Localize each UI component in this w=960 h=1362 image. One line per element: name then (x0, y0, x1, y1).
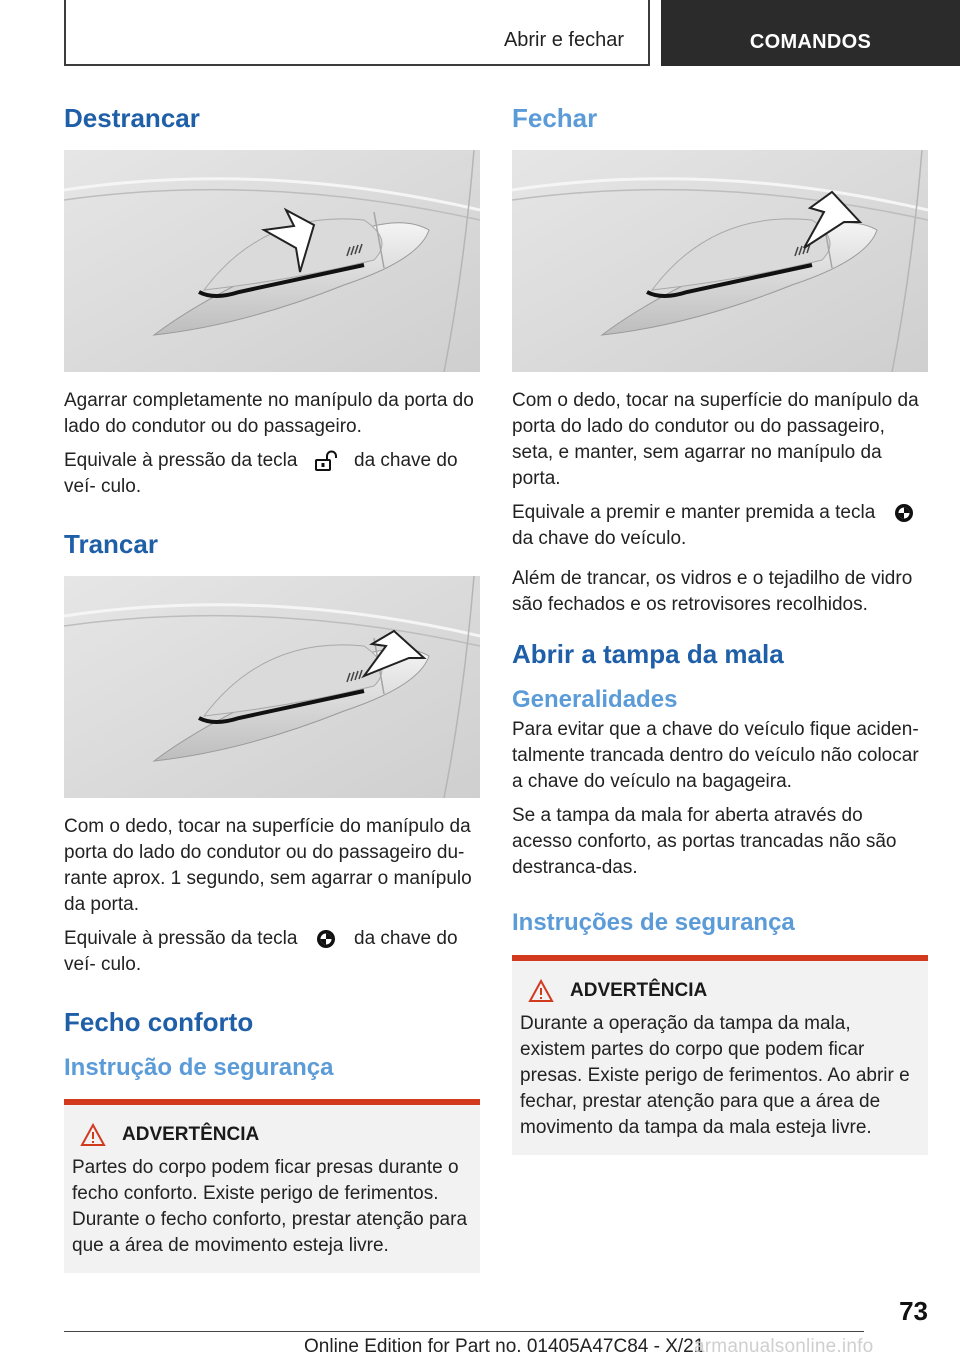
unlock-equivalence-end: culo. (100, 475, 142, 497)
heading-fechar: Fechar (512, 103, 598, 133)
warning-text: Partes do corpo podem ficar presas durante o fecho conforto. Existe perigo de ferimentos. Durante o fecho conforto, prestar atenção para que a área de movimento esteja livre. (72, 1157, 468, 1257)
subheading-generalidades: Generalidades (512, 685, 678, 713)
warning-box-trunk (512, 955, 928, 1155)
header-chapter-tab: COMANDOS (661, 0, 960, 66)
warning-title-row (520, 979, 920, 1003)
subheading-instrucoes-seguranca: Instruções de segurança (512, 909, 795, 937)
bmw-logo-key-icon (891, 502, 917, 524)
header-section-title: Abrir e fechar (503, 29, 624, 51)
header-section-box (64, 0, 650, 66)
lock-equivalence-end: culo. (100, 953, 142, 975)
lock-equivalence-before: Equivale à pressão da tecla (64, 927, 298, 949)
unlock-equivalence (64, 448, 480, 500)
footer-divider (64, 1331, 864, 1332)
close-equivalence-before: Equivale a premir e manter premida a tecla (512, 501, 876, 523)
page-header (0, 0, 960, 66)
warning-title: ADVERTÊNCIA (570, 979, 708, 1001)
close-equivalence-end: da chave do veículo. (512, 527, 687, 549)
heading-destrancar: Destrancar (64, 103, 200, 133)
footer-edition: Online Edition for Part no. 01405A47C84 - X/21 (304, 1336, 705, 1357)
right-column (512, 96, 928, 1155)
unlock-equivalence-after: da chave do veí‐ (64, 449, 458, 497)
warning-text: Durante a operação da tampa da mala, existem partes do corpo que podem ficar presas. Existe perigo de ferimentos. Ao abrir e fechar, prestar atenção para que a área de movimento da tampa da mala esteja livre. (520, 1012, 910, 1138)
trunk-general-text: Para evitar que a chave do veículo fique aciden‐talmente trancada dentro do veículo não colocar a chave do veículo na bagageira. (512, 719, 919, 793)
close-instruction: Com o dedo, tocar na superfície do manípulo da porta do lado do condutor ou do passageiro, seta, e manter, sem agarrar no manípulo da porta. (512, 389, 919, 489)
unlock-equivalence-before: Equivale à pressão da tecla (64, 449, 298, 471)
bmw-logo-key-icon (313, 928, 339, 950)
unlock-key-icon (313, 450, 339, 472)
heading-abrir-tampa-mala: Abrir a tampa da mala (512, 638, 784, 669)
warning-triangle-icon (528, 979, 554, 1003)
warning-box-comfort (64, 1099, 480, 1273)
warning-triangle-icon (80, 1123, 106, 1147)
lock-instruction: Com o dedo, tocar na superfície do manípulo da porta do lado do condutor ou do passageiro du‐rante aprox. 1 segundo, sem agarrar o manípulo da porta. (64, 815, 472, 915)
watermark-text: armanualsonline.info (694, 1336, 874, 1357)
subheading-instrucao-seguranca: Instrução de segurança (64, 1053, 334, 1081)
unlock-instruction: Agarrar completamente no manípulo da porta do lado do condutor ou do passageiro. (64, 389, 474, 437)
lock-equivalence (64, 926, 480, 978)
door-handle-grab-photo (64, 150, 480, 372)
close-note: Além de trancar, os vidros e o tejadilho de vidro são fechados e os retrovisores recolhidos. (512, 567, 913, 615)
warning-title: ADVERTÊNCIA (122, 1124, 260, 1146)
left-column (64, 96, 480, 1273)
page-number: 73 (899, 1296, 928, 1326)
door-handle-touch-photo (64, 576, 480, 798)
lock-equivalence-after: da chave do veí‐ (64, 927, 458, 975)
warning-title-row (72, 1123, 472, 1147)
heading-fecho-conforto: Fecho conforto (64, 1006, 254, 1037)
close-equivalence (512, 500, 928, 552)
trunk-comfort-text: Se a tampa da mala for aberta através do acesso conforto, as portas trancadas não são destranca‐das. (512, 805, 897, 879)
heading-trancar: Trancar (64, 528, 158, 559)
door-handle-hold-photo (512, 150, 928, 372)
